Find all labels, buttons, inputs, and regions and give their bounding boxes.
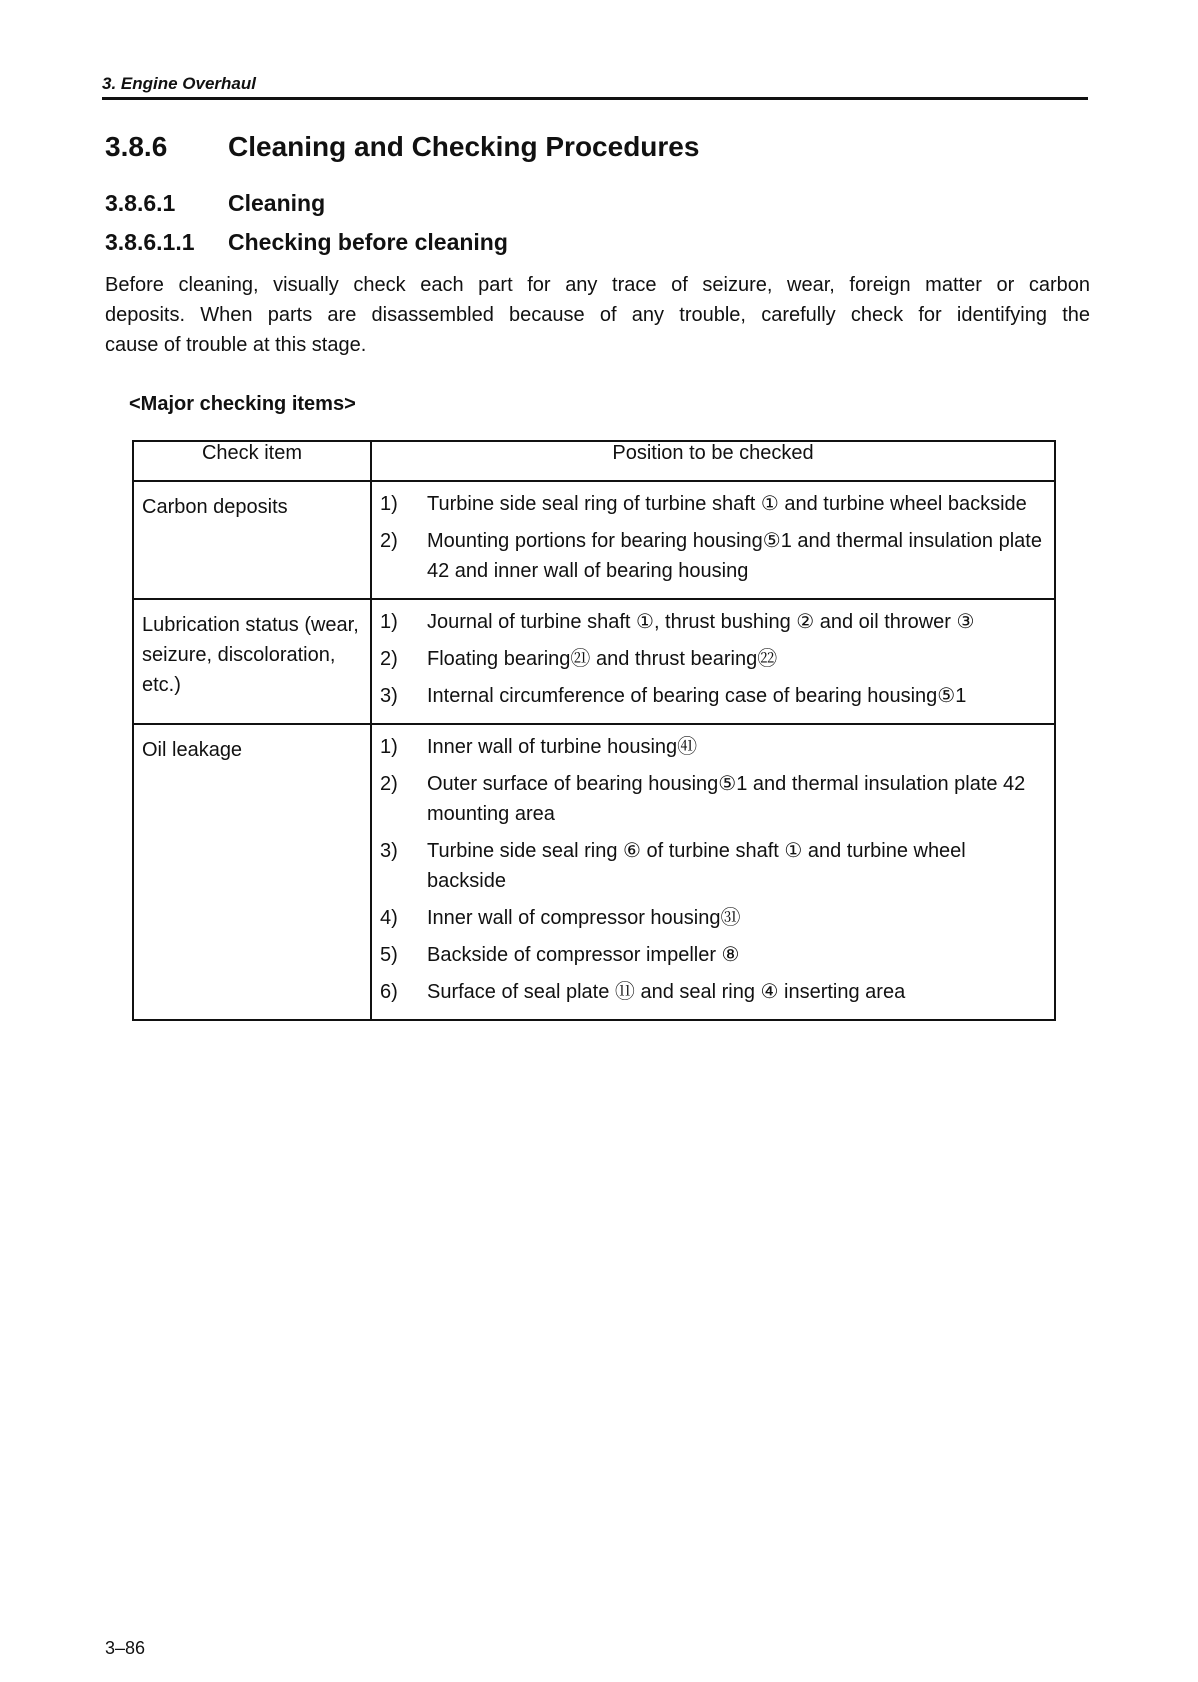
- section-heading: [105, 131, 699, 163]
- position-text: Mounting portions for bearing housing⑤1 and thermal insulation plate 42 and inner wall of bearing housing: [427, 530, 1042, 582]
- position-text: Backside of compressor impeller ⑧: [427, 944, 740, 966]
- subsubsection-heading: [105, 229, 508, 256]
- position-item: [380, 681, 1046, 711]
- table-header-row: [133, 441, 1055, 481]
- subsection-title: Cleaning: [228, 190, 326, 216]
- position-item: [380, 903, 1046, 933]
- section-title: Cleaning and Checking Procedures: [228, 131, 700, 162]
- position-number: 3): [380, 685, 398, 707]
- paragraph-line: cause of trouble at this stage.: [105, 334, 367, 356]
- position-text: Internal circumference of bearing case of bearing housing⑤1: [427, 685, 967, 707]
- position-item: [380, 836, 1046, 896]
- check-item-cell: Lubrication status (wear, seizure, discoloration, etc.): [133, 599, 371, 724]
- subsection-heading: [105, 190, 325, 217]
- check-item-cell: Carbon deposits: [133, 481, 371, 599]
- paragraph-line: Before cleaning, visually check each part for any trace of seizure, wear, foreign matter or carbon: [105, 274, 1090, 296]
- position-item: [380, 977, 1046, 1007]
- positions-cell: [371, 481, 1055, 599]
- position-item: [380, 644, 1046, 674]
- paragraph-line: deposits. When parts are disassembled because of any trouble, carefully check for identifying the: [105, 304, 1090, 326]
- position-number: 1): [380, 493, 398, 515]
- position-item: [380, 526, 1046, 586]
- position-item: [380, 489, 1046, 519]
- position-text: Inner wall of compressor housing㉛: [427, 907, 741, 929]
- position-item: [380, 940, 1046, 970]
- subsection-number: 3.8.6.1: [105, 190, 176, 216]
- position-number: 2): [380, 773, 398, 795]
- position-number: 2): [380, 648, 398, 670]
- position-item: [380, 732, 1046, 762]
- running-header: 3. Engine Overhaul: [102, 74, 1088, 100]
- section-number: 3.8.6: [105, 131, 168, 162]
- position-text: Inner wall of turbine housing㊶: [427, 736, 698, 758]
- subsubsection-title: Checking before cleaning: [228, 229, 508, 255]
- position-item: [380, 607, 1046, 637]
- check-item-cell: Oil leakage: [133, 724, 371, 1020]
- table-row: [133, 724, 1055, 1020]
- position-number: 3): [380, 840, 398, 862]
- position-text: Outer surface of bearing housing⑤1 and thermal insulation plate 42 mounting area: [427, 773, 1026, 825]
- position-text: Floating bearing㉑ and thrust bearing㉒: [427, 648, 778, 670]
- position-number: 2): [380, 530, 398, 552]
- checking-items-table: [132, 440, 1056, 1021]
- table-row: [133, 599, 1055, 724]
- table-row: [133, 481, 1055, 599]
- subsubsection-number: 3.8.6.1.1: [105, 229, 195, 255]
- page-number: 3–86: [105, 1638, 146, 1658]
- column-header-check-item: Check item: [133, 441, 371, 481]
- position-text: Turbine side seal ring ⑥ of turbine shaft ① and turbine wheel backside: [427, 840, 966, 892]
- positions-cell: [371, 724, 1055, 1020]
- position-item: [380, 769, 1046, 829]
- positions-cell: [371, 599, 1055, 724]
- position-text: Turbine side seal ring of turbine shaft ① and turbine wheel backside: [427, 493, 1027, 515]
- position-number: 6): [380, 981, 398, 1003]
- position-number: 4): [380, 907, 398, 929]
- major-checking-items-heading: <Major checking items>: [129, 393, 356, 415]
- position-text: Surface of seal plate ⑪ and seal ring ④ inserting area: [427, 981, 906, 1003]
- position-number: 5): [380, 944, 398, 966]
- intro-paragraph: [105, 270, 1090, 360]
- column-header-position: Position to be checked: [371, 441, 1055, 481]
- position-number: 1): [380, 736, 398, 758]
- position-number: 1): [380, 611, 398, 633]
- position-text: Journal of turbine shaft ①, thrust bushing ② and oil thrower ③: [427, 611, 975, 633]
